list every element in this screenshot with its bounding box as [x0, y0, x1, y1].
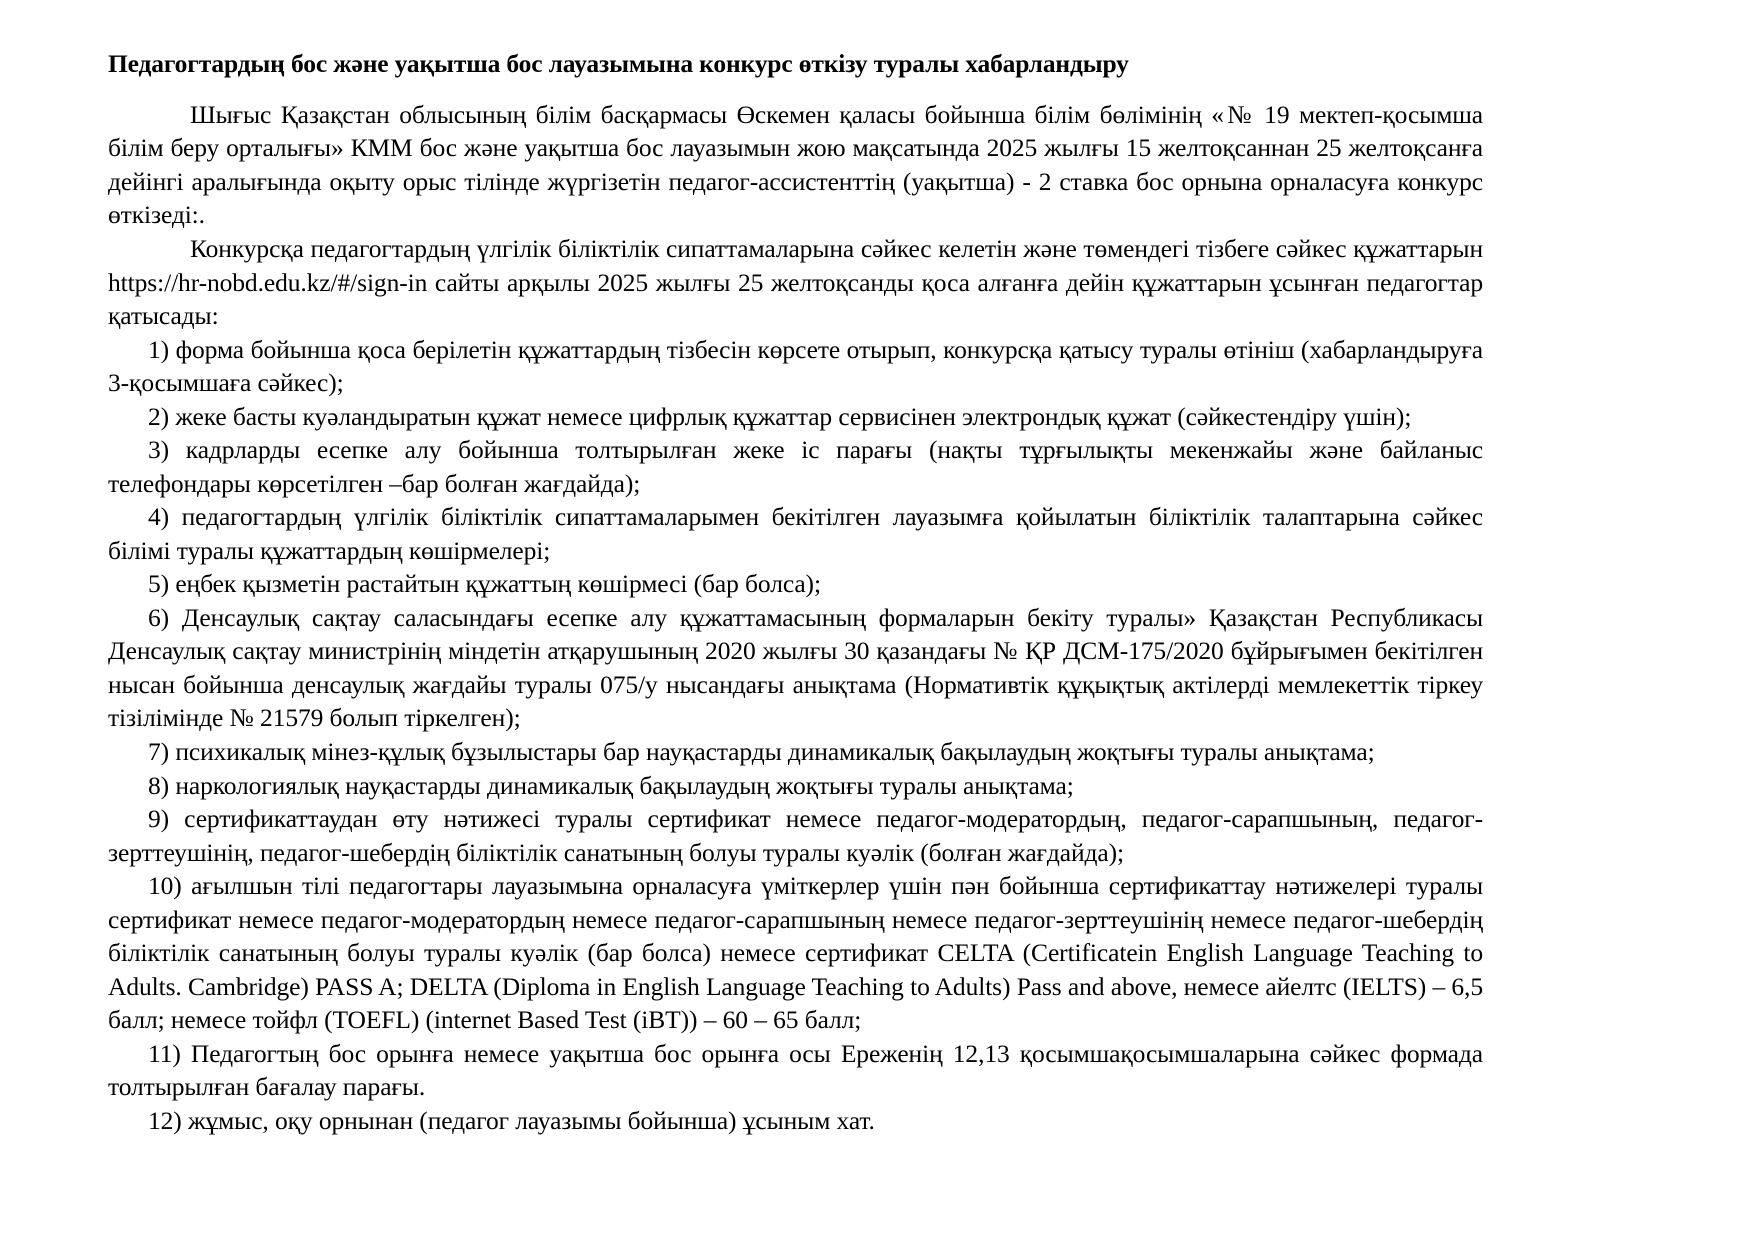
list-item-9: 9) сертификаттаудан өту нәтижесі туралы сертификат немесе педагог-модератордың, педагог-сарапшының, педагог-зерттеушінің, педагог-шебердің біліктілік санатының болуы туралы куәлік (болған жағдайда); [108, 804, 1483, 867]
list-item-1: 1) форма бойынша қоса берілетін құжаттардың тізбесін көрсете отырып, конкурсқа қатысу туралы өтініш (хабарландыруға 3-қосымшаға сәйкес); [108, 334, 1483, 398]
paragraph-conditions: Конкурсқа педагогтардың үлгілік біліктілік сипаттамаларына сәйкес келетін және төмендегі тізбеге сәйкес құжаттарын https://hr-nobd.edu.kz/#/sign-in сайты арқылы 2025 жылғы 25 желтоқсанды қоса алғанға дейін құжаттарын ұсынған педагогтар қатысады: [108, 234, 1483, 331]
page-title: Педагогтардың бос және уақытша бос лауазымына конкурс өткізу туралы хабарландыру [108, 49, 1129, 78]
document-body [108, 98, 1483, 1137]
list-item-2: 2) жеке басты куәландыратын құжат немесе цифрлық құжаттар сервисінен электрондық құжат (сәйкестендіру үшін); [148, 401, 1412, 431]
paragraph-intro: Шығыс Қазақстан облысының білім басқармасы Өскемен қаласы бойынша білім бөлімінің «№ 19 мектеп-қосымша білім беру орталығы» КММ бос және уақытша бос лауазымын жою мақсатында 2025 жылғы 15 желтоқсаннан 25 желтоқсанға дейінгі аралығында оқыту орыс тілінде жүргізетін педагог-ассистенттің (уақытша) - 2 ставка бос орнына орналасуға конкурс өткізеді:. [108, 99, 1483, 230]
list-item-7: 7) психикалық мінез-құлық бұзылыстары бар науқастарды динамикалық бақылаудың жоқтығы туралы анықтама; [148, 736, 1375, 766]
list-item-5: 5) еңбек қызметін растайтын құжаттың көшірмесі (бар болса); [148, 569, 821, 599]
list-item-8: 8) наркологиялық науқастарды динамикалық бақылаудың жоқтығы туралы анықтама; [148, 770, 1074, 800]
list-item-6: 6) Денсаулық сақтау саласындағы есепке алу құжаттамасының формаларын бекіту туралы» Қазақстан Республикасы Денсаулық сақтау министрінің міндетін атқарушының 2020 жылғы 30 қазандағы № ҚР ДСМ-175/2020 бұйрығымен бекітілген нысан бойынша денсаулық жағдайы туралы 075/у нысандағы анықтама (Нормативтік құқықтық актілерді мемлекеттік тіркеу тізілімінде № 21579 болып тіркелген); [108, 602, 1483, 733]
list-item-3: 3) кадрларды есепке алу бойынша толтырылған жеке іс парағы (нақты тұрғылықты мекенжайы және байланыс телефондары көрсетілген –бар болған жағдайда); [108, 435, 1483, 498]
list-item-11: 11) Педагогтың бос орынға немесе уақытша бос орынға осы Ереженің 12,13 қосымшақосымшаларына сәйкес формада толтырылған бағалау парағы. [108, 1038, 1483, 1102]
list-item-12: 12) жұмыс, оқу орнынан (педагог лауазымы бойынша) ұсыным хат. [148, 1105, 875, 1135]
list-item-4: 4) педагогтардың үлгілік біліктілік сипаттамаларымен бекітілген лауазымға қойылатын біліктілік талаптарына сәйкес білімі туралы құжаттардың көшірмелері; [108, 502, 1483, 565]
list-item-10: 10) ағылшын тілі педагогтары лауазымына орналасуға үміткерлер үшін пән бойынша сертификаттау нәтижелері туралы сертификат немесе педагог-модератордың немесе педагог-сарапшының немесе педагог-зерттеушінің немесе педагог-шебердің біліктілік санатының болуы туралы куәлік (бар болса) немесе сертификат CELTA (Certificatein English Language Teaching to Adults. Cambridge) PASS A; DELTA (Diploma in English Language Teaching to Adults) Pass and above, немесе айелтс (IELTS) – 6,5 балл; немесе тойфл (TOEFL) (internet Based Test (iBT)) – 60 – 65 балл; [108, 871, 1483, 1035]
